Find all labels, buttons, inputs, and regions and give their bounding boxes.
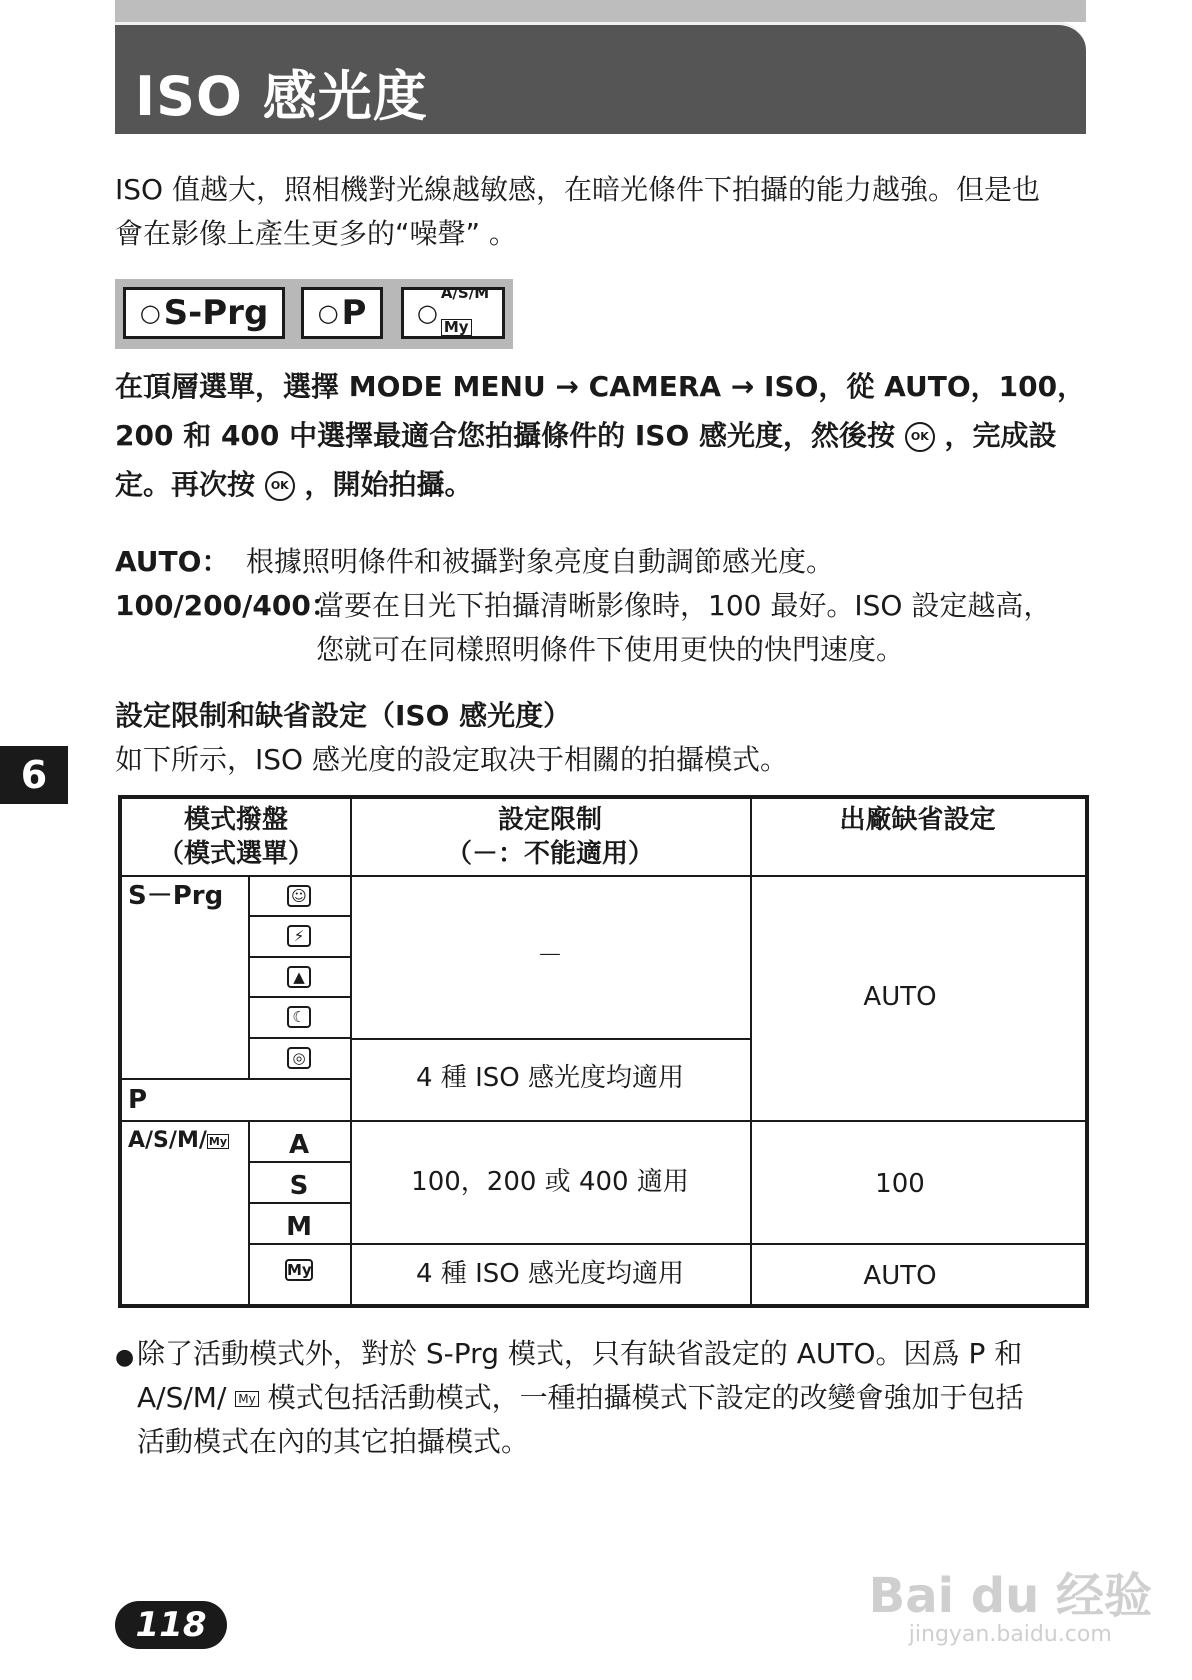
instruction-line-1: 在頂層選單，選擇 MODE MENU → CAMERA → ISO，從 AUTO，100， (115, 370, 1086, 403)
ok-button-icon (265, 471, 295, 501)
all-four-iso-text: 4 種 ISO 感光度均適用 (416, 1063, 684, 1093)
def-auto-term: AUTO： (115, 545, 230, 578)
mode-badge-p-label: P (341, 293, 367, 333)
note-bullet: ● (115, 1345, 135, 1370)
mode-badge-p (301, 287, 383, 339)
def-values-desc-2: 您就可在同樣照明條件下使用更快的快門速度。 (316, 633, 905, 666)
note-line-2b: 模式包括活動模式，一種拍攝模式下設定的改變會強加于包括 (267, 1381, 1024, 1414)
my-mode-icon: My (441, 319, 472, 336)
night-icon: ☾ (287, 1006, 311, 1028)
dial-icon: ○ (317, 299, 339, 327)
def-values-term: 100/200/400： (115, 589, 339, 622)
mode-badge-bar (115, 279, 513, 349)
mode-badge-s-prg-label: S-Prg (163, 293, 269, 333)
note-line-2 (137, 1376, 1024, 1420)
dial-icon: ○ (139, 299, 161, 327)
mode-badge-asm (401, 283, 505, 339)
row-p-label: P (128, 1085, 148, 1115)
header-limit-line-2: （－：不能適用） (445, 839, 654, 869)
asm-limit-text: 100，200 或 400 適用 (411, 1167, 689, 1197)
instruction-line-2b: ，完成設 (944, 419, 1057, 452)
my-default-text: AUTO (863, 1261, 937, 1291)
watermark-brand: Bai du 经验 (868, 1568, 1152, 1624)
row-s-prg-label: S－Prg (128, 881, 224, 911)
section-heading: 設定限制和缺省設定（ISO 感光度） (115, 699, 572, 732)
row-asm-label-text: A/S/M/ (128, 1128, 207, 1153)
portrait-icon: ☺ (287, 885, 311, 907)
intro-line-2: 會在影像上產生更多的“噪聲” 。 (115, 217, 517, 250)
instruction-line-3b: ，開始拍攝。 (304, 468, 473, 501)
sports-icon: ⚡ (287, 925, 311, 947)
mode-badge-asm-label: A/S/M (440, 283, 490, 302)
landscape-icon: ▲ (287, 966, 311, 988)
header-limit-line-1: 設定限制 (497, 805, 602, 835)
instruction-line-3a: 定。再次按 (115, 468, 256, 501)
header-mode-line-2: （模式選單） (157, 839, 314, 869)
my-mode-icon: My (208, 1134, 227, 1148)
mode-a-label: A (288, 1130, 310, 1160)
default-auto-text: AUTO (863, 982, 937, 1012)
page-title: ISO 感光度 (135, 65, 428, 128)
intro-line-1: ISO 值越大，照相機對光線越敏感，在暗光條件下拍攝的能力越強。但是也 (115, 173, 1040, 206)
instruction-line-2a: 200 和 400 中選擇最適合您拍攝條件的 ISO 感光度，然後按 (115, 419, 896, 452)
mode-s-label: S (289, 1171, 309, 1201)
instruction-line-3 (115, 463, 473, 507)
mode-badge-s-prg (123, 287, 285, 339)
page-number: 118 (115, 1601, 227, 1649)
chapter-tab: 6 (0, 746, 68, 804)
def-values-desc-1: 當要在日光下拍攝清晰影像時，100 最好。ISO 設定越高， (316, 589, 1052, 622)
note-line-2a: A/S/M/ (137, 1381, 227, 1414)
watermark (869, 1570, 1152, 1648)
header-mode-line-1: 模式撥盤 (183, 805, 288, 835)
mode-m-label: M (286, 1212, 312, 1242)
header-top-strip (115, 0, 1086, 22)
section-subtext: 如下所示，ISO 感光度的設定取决于相關的拍攝模式。 (115, 743, 788, 776)
my-mode-icon: My (287, 1261, 312, 1279)
asm-default-text: 100 (875, 1169, 925, 1199)
note-line-3: 活動模式在內的其它拍攝模式。 (137, 1425, 530, 1458)
movie-icon: ◎ (287, 1047, 311, 1069)
iso-settings-table (118, 795, 1089, 1308)
my-all-four-iso-text: 4 種 ISO 感光度均適用 (416, 1259, 684, 1289)
my-mode-icon: My (235, 1391, 258, 1407)
dial-icon: ○ (416, 299, 438, 327)
row-asm-label (128, 1124, 229, 1158)
ok-button-icon (905, 422, 935, 452)
header-default: 出廠缺省設定 (839, 805, 996, 835)
def-auto-desc: 根據照明條件和被攝對象亮度自動調節感光度。 (246, 545, 835, 578)
ok-icon-label: OK (270, 479, 289, 492)
instruction-line-2 (115, 414, 1057, 458)
s-prg-limit-dash: － (536, 941, 563, 971)
watermark-url: jingyan.baidu.com (908, 1622, 1112, 1647)
ok-icon-label: OK (910, 430, 929, 443)
note-line-1: 除了活動模式外，對於 S-Prg 模式，只有缺省設定的 AUTO。因爲 P 和 (137, 1337, 1023, 1370)
